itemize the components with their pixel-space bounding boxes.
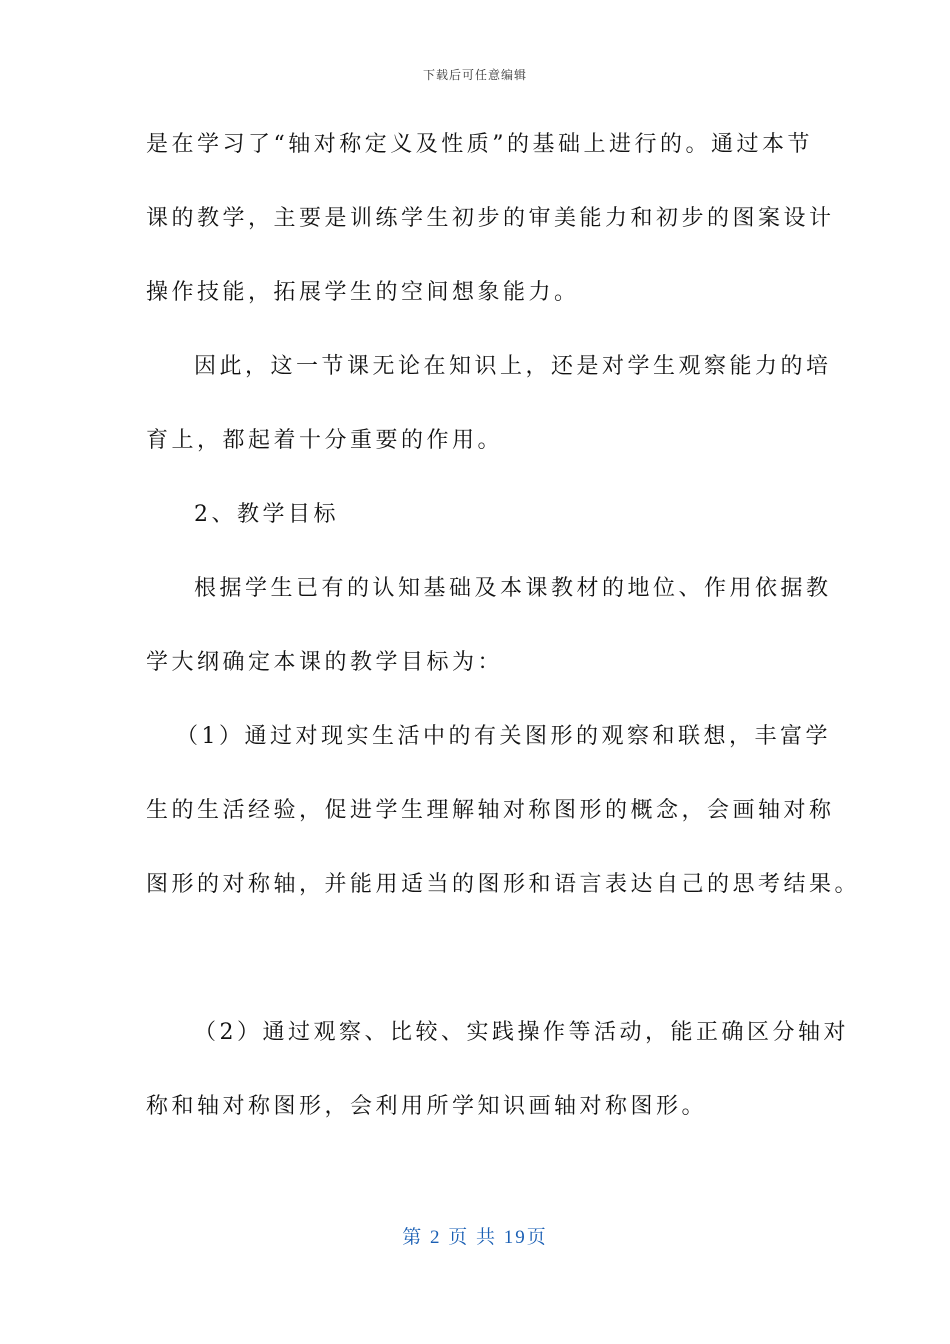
text-line: 图形的对称轴，并能用适当的图形和语言表达自己的思考结果。 [146, 872, 861, 897]
paragraph-start: 因此，这一节课无论在知识上，还是对学生观察能力的培 [194, 354, 832, 379]
page-header: 下载后可任意编辑 [422, 68, 527, 82]
blank-space [146, 936, 814, 1010]
text-line: 称和轴对称图形，会利用所学知识画轴对称图形。 [146, 1094, 708, 1119]
section-heading: 2、教学目标 [194, 502, 339, 527]
text-line: 课的教学，主要是训练学生初步的审美能力和初步的图案设计 [146, 206, 835, 231]
text-line: 生的生活经验，促进学生理解轴对称图形的概念，会画轴对称 [146, 798, 835, 823]
list-item-start: （1）通过对现实生活中的有关图形的观察和联想，丰富学 [176, 724, 831, 749]
text-line: 操作技能，拓展学生的空间想象能力。 [146, 280, 580, 305]
text-line: 学大纲确定本课的教学目标为： [146, 650, 504, 675]
text-line: 是在学习了“轴对称定义及性质”的基础上进行的。通过本节 [146, 132, 813, 157]
paragraph-start: 根据学生已有的认知基础及本课教材的地位、作用依据教 [194, 576, 832, 601]
document-body [146, 122, 861, 1158]
text-line: 育上，都起着十分重要的作用。 [146, 428, 504, 453]
list-item-start: （2）通过观察、比较、实践操作等活动，能正确区分轴对 [194, 1020, 849, 1045]
page-footer: 第 2 页 共 19页 [402, 1227, 548, 1248]
